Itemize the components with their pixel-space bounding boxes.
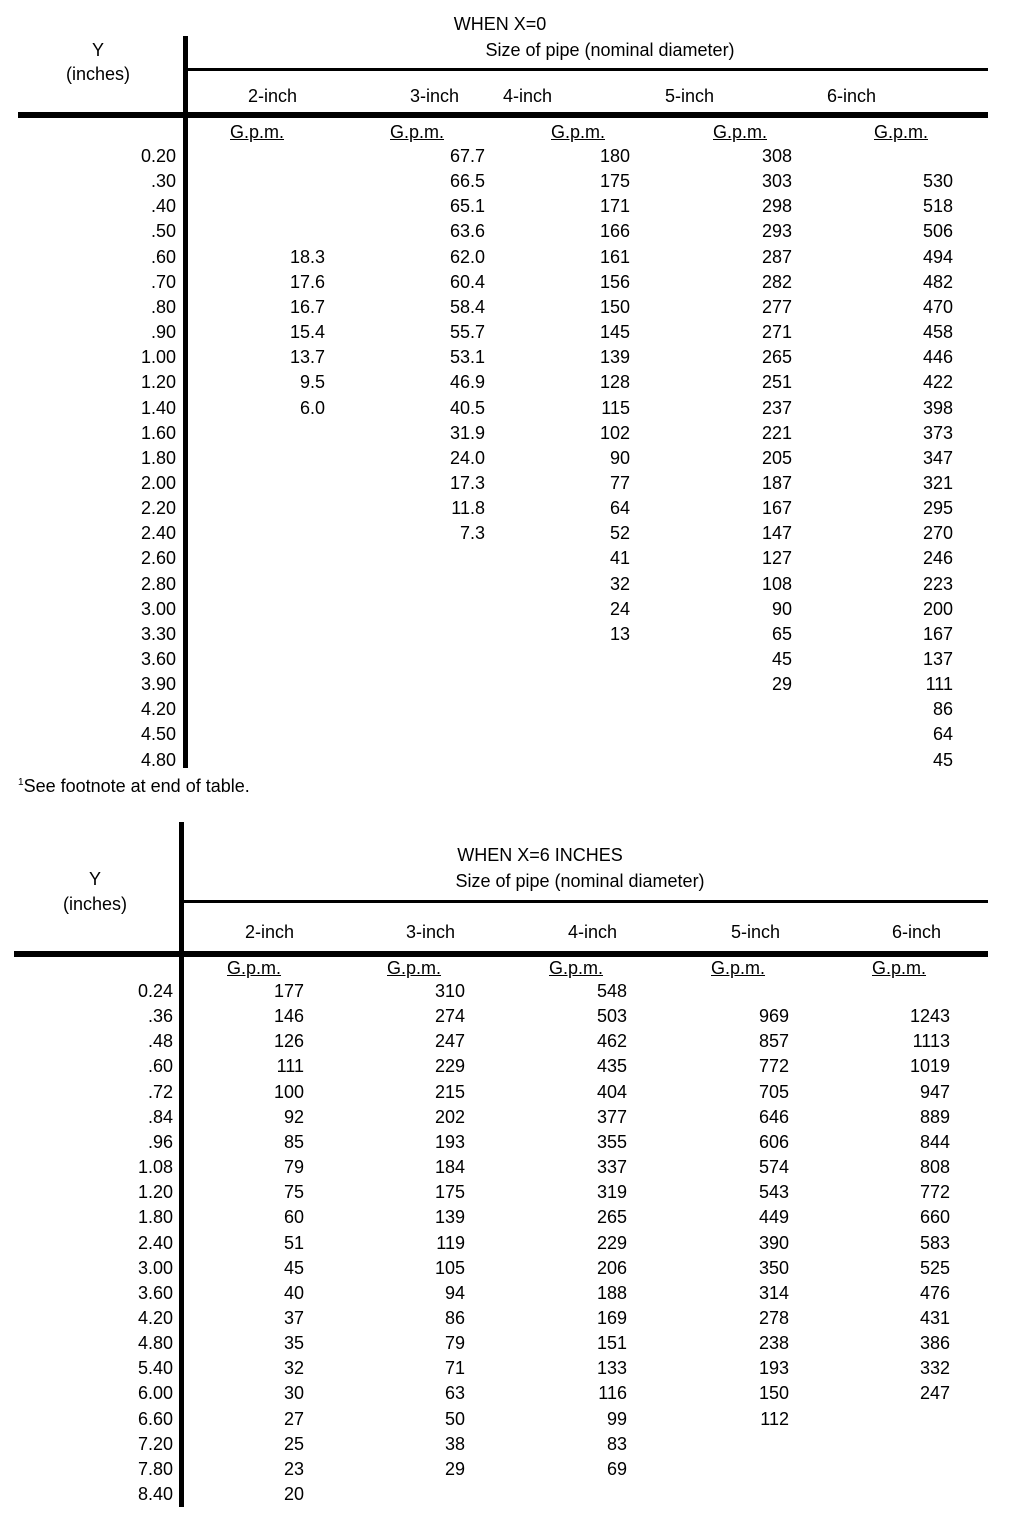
unit-label: G.p.m. [227,958,282,978]
gpm-cell: 350 [758,1257,789,1278]
gpm-cell: 246 [922,548,953,569]
gpm-cell: 150 [758,1383,789,1404]
gpm-cell: 64 [609,498,630,519]
gpm-cell: 69 [606,1458,627,1479]
gpm-cell: 237 [761,397,792,418]
gpm-cell: 525 [919,1257,950,1278]
y-value-cell: .72 [147,1081,173,1102]
y-value-cell: 3.00 [137,1257,173,1278]
y-value-cell: .90 [150,322,176,343]
gpm-cell: 277 [761,296,792,317]
y-value-cell: 7.80 [137,1458,173,1479]
y-value-cell: 7.20 [137,1433,173,1454]
gpm-cell: 705 [758,1081,789,1102]
gpm-cell: 127 [761,548,792,569]
y-value-cell: .36 [147,1006,173,1027]
gpm-cell: 137 [922,649,953,669]
gpm-cell: 310 [434,981,465,1001]
y-value-cell: .84 [147,1106,173,1127]
gpm-cell: 9.5 [299,372,325,393]
y-value-cell: 3.30 [140,623,176,644]
gpm-cell: 18.3 [289,246,325,267]
gpm-cell: 45 [932,749,953,770]
unit-label: G.p.m. [711,958,766,978]
gpm-cell: 404 [596,1081,627,1102]
gpm-cell: 161 [599,246,630,267]
table-subtitle: Size of pipe (nominal diameter) [485,40,735,60]
gpm-cell: 156 [599,271,630,292]
gpm-cell: 251 [761,372,792,393]
gpm-cell: 45 [283,1257,304,1278]
y-value-cell: 4.50 [140,724,176,745]
gpm-cell: 503 [596,1006,627,1027]
gpm-cell: 32 [283,1358,304,1379]
gpm-cell: 32 [609,573,630,594]
gpm-cell: 147 [761,523,792,544]
gpm-cell: 167 [761,498,792,519]
y-value-cell: .60 [150,246,176,267]
y-value-cell: 1.80 [140,447,176,468]
gpm-cell: 574 [758,1157,789,1178]
y-axis-label: Y [88,869,101,889]
table-title: WHEN X=6 INCHES [457,845,623,865]
gpm-cell: 215 [434,1081,465,1102]
gpm-cell: 1019 [909,1056,950,1077]
gpm-cell: 25 [283,1433,304,1454]
y-value-cell: .70 [150,271,176,292]
gpm-cell: 150 [599,296,630,317]
gpm-cell: 200 [922,598,953,619]
gpm-cell: 373 [922,422,953,443]
gpm-cell: 53.1 [449,347,485,368]
y-value-cell: .50 [150,221,176,242]
gpm-cell: 29 [771,674,792,695]
gpm-cell: 265 [596,1207,627,1228]
col-header-5-inch: 5-inch [731,922,781,942]
gpm-cell: 90 [771,598,792,619]
gpm-cell: 111 [276,1056,304,1077]
gpm-cell: 271 [761,322,792,343]
y-value-cell: 4.20 [140,699,176,720]
gpm-cell: 17.6 [289,271,325,292]
gpm-cell: 46.9 [449,372,485,393]
unit-label: G.p.m. [390,122,445,142]
gpm-cell: 116 [598,1383,627,1404]
gpm-cell: 314 [758,1282,789,1303]
gpm-cell: 40 [283,1282,304,1303]
gpm-cell: 133 [596,1358,627,1379]
gpm-cell: 62.0 [449,246,485,267]
gpm-cell: 105 [434,1257,465,1278]
gpm-cell: 969 [758,1006,789,1027]
gpm-cell: 321 [922,472,953,493]
gpm-cell: 229 [596,1232,627,1253]
gpm-cell: 139 [599,347,630,368]
gpm-cell: 13.7 [289,347,325,368]
gpm-cell: 184 [434,1157,465,1178]
gpm-cell: 30 [283,1383,304,1404]
gpm-cell: 188 [596,1282,627,1303]
y-axis-label: Y [91,40,104,60]
gpm-cell: 111 [925,674,953,695]
gpm-cell: 66.5 [449,171,485,192]
y-value-cell: .48 [147,1031,173,1052]
gpm-cell: 175 [599,171,630,192]
gpm-cell: 332 [919,1358,950,1379]
gpm-cell: 29 [444,1458,465,1479]
gpm-cell: 139 [434,1207,465,1228]
gpm-cell: 337 [596,1157,627,1178]
gpm-cell: 458 [922,322,953,343]
gpm-cell: 808 [919,1157,950,1178]
y-value-cell: 3.90 [140,674,176,695]
y-value-cell: 5.40 [137,1358,173,1379]
gpm-cell: 77 [609,472,630,493]
gpm-cell: 100 [273,1081,304,1102]
unit-label: G.p.m. [387,958,442,978]
gpm-cell: 60.4 [449,271,485,292]
col-header-6-inch: 6-inch [827,86,877,106]
gpm-cell: 205 [761,447,792,468]
y-value-cell: 1.40 [140,397,176,418]
gpm-cell: 175 [434,1182,465,1203]
gpm-cell: 41 [609,548,630,569]
y-value-cell: .96 [147,1131,173,1152]
gpm-cell: 166 [599,221,630,242]
gpm-cell: 293 [761,221,792,242]
gpm-cell: 79 [444,1333,465,1354]
gpm-cell: 844 [919,1131,950,1152]
gpm-cell: 221 [761,422,792,443]
gpm-cell: 422 [922,372,953,393]
gpm-cell: 295 [922,498,953,519]
y-value-cell: 0.24 [137,981,173,1001]
gpm-cell: 65 [771,623,792,644]
y-value-cell: 4.80 [140,749,176,770]
gpm-cell: 24 [609,598,630,619]
y-value-cell: 3.00 [140,598,176,619]
column-divider [179,822,184,1507]
footnote-text: See footnote at end of table. [23,776,250,796]
y-value-cell: 2.40 [140,523,176,544]
header-bottom-rule [14,951,988,957]
y-value-cell: 4.80 [137,1333,173,1354]
gpm-cell: 126 [273,1031,304,1052]
y-value-cell: 3.60 [137,1282,173,1303]
y-value-cell: 2.20 [140,498,176,519]
gpm-cell: 274 [434,1006,465,1027]
gpm-cell: 772 [919,1182,950,1203]
gpm-cell: 206 [596,1257,627,1278]
gpm-cell: 67.7 [449,146,485,166]
gpm-cell: 482 [922,271,953,292]
gpm-cell: 193 [434,1131,465,1152]
y-value-cell: 1.60 [140,422,176,443]
gpm-cell: 79 [283,1157,304,1178]
gpm-cell: 15.4 [289,322,325,343]
gpm-cell: 270 [922,523,953,544]
gpm-cell: 1113 [912,1031,950,1052]
gpm-cell: 247 [919,1383,950,1404]
gpm-cell: 857 [758,1031,789,1052]
y-value-cell: .60 [147,1056,173,1077]
unit-label: G.p.m. [549,958,604,978]
gpm-cell: 85 [283,1131,304,1152]
gpm-cell: 51 [283,1232,304,1253]
gpm-cell: 102 [599,422,630,443]
y-value-cell: 6.60 [137,1408,173,1429]
gpm-cell: 282 [761,271,792,292]
gpm-cell: 660 [919,1207,950,1228]
gpm-cell: 187 [761,472,792,493]
unit-label: G.p.m. [551,122,606,142]
gpm-cell: 278 [758,1307,789,1328]
gpm-cell: 446 [922,347,953,368]
gpm-cell: 229 [434,1056,465,1077]
gpm-cell: 71 [444,1358,465,1379]
gpm-cell: 303 [761,171,792,192]
gpm-cell: 35 [283,1333,304,1354]
gpm-cell: 470 [922,296,953,317]
gpm-cell: 462 [596,1031,627,1052]
gpm-cell: 355 [596,1131,627,1152]
y-value-cell: 1.20 [137,1182,173,1203]
gpm-cell: 319 [596,1182,627,1203]
gpm-cell: 60 [283,1207,304,1228]
gpm-cell: 86 [444,1307,465,1328]
gpm-cell: 308 [761,146,792,166]
header-rule [184,900,988,903]
gpm-cell: 52 [609,523,630,544]
gpm-cell: 31.9 [449,422,485,443]
gpm-cell: 145 [599,322,630,343]
gpm-cell: 202 [434,1106,465,1127]
y-value-cell: 1.08 [137,1157,173,1178]
col-header-5-inch: 5-inch [665,86,715,106]
gpm-cell: 90 [609,447,630,468]
col-header-3-inch: 3-inch [406,922,456,942]
gpm-cell: 112 [760,1408,789,1429]
gpm-cell: 27 [283,1408,304,1429]
gpm-cell: 7.3 [459,523,485,544]
gpm-cell: 115 [601,397,630,418]
col-header-2-inch: 2-inch [245,922,295,942]
y-value-cell: 8.40 [137,1484,173,1504]
gpm-cell: 55.7 [449,322,485,343]
gpm-cell: 287 [761,246,792,267]
gpm-cell: 543 [758,1182,789,1203]
gpm-cell: 86 [932,699,953,720]
y-value-cell: 2.80 [140,573,176,594]
gpm-cell: 37 [283,1307,304,1328]
gpm-cell: 38 [444,1433,465,1454]
gpm-cell: 13 [609,623,630,644]
gpm-cell: 238 [758,1333,789,1354]
gpm-cell: 435 [596,1056,627,1077]
gpm-cell: 247 [434,1031,465,1052]
col-header-4-inch: 4-inch [568,922,618,942]
unit-label: G.p.m. [230,122,285,142]
gpm-cell: 193 [758,1358,789,1379]
gpm-cell: 63.6 [449,221,485,242]
gpm-cell: 298 [761,196,792,217]
gpm-cell: 24.0 [449,447,485,468]
gpm-cell: 390 [758,1232,789,1253]
y-value-cell: 3.60 [140,649,176,669]
gpm-cell: 377 [596,1106,627,1127]
table-title: WHEN X=0 [453,14,547,34]
gpm-cell: 119 [436,1232,465,1253]
gpm-cell: 23 [283,1458,304,1479]
gpm-cell: 646 [758,1106,789,1127]
gpm-cell: 65.1 [449,196,485,217]
y-value-cell: 2.00 [140,472,176,493]
gpm-cell: 99 [606,1408,627,1429]
gpm-cell: 449 [758,1207,789,1228]
col-header-3-inch: 3-inch [410,86,460,106]
y-axis-unit: (inches) [62,894,128,914]
gpm-cell: 64 [932,724,953,745]
y-value-cell: 2.40 [137,1232,173,1253]
gpm-cell: 16.7 [289,296,325,317]
gpm-cell: 146 [273,1006,304,1027]
gpm-cell: 476 [919,1282,950,1303]
gpm-cell: 494 [922,246,953,267]
gpm-cell: 583 [919,1232,950,1253]
gpm-cell: 128 [599,372,630,393]
gpm-cell: 265 [761,347,792,368]
unit-label: G.p.m. [872,958,927,978]
gpm-cell: 506 [922,221,953,242]
gpm-cell: 94 [444,1282,465,1303]
gpm-cell: 223 [922,573,953,594]
gpm-cell: 398 [922,397,953,418]
gpm-cell: 530 [922,171,953,192]
gpm-cell: 40.5 [449,397,485,418]
gpm-cell: 171 [599,196,630,217]
y-value-cell: .30 [150,171,176,192]
gpm-cell: 6.0 [299,397,325,418]
gpm-cell: 83 [606,1433,627,1454]
y-value-cell: 1.80 [137,1207,173,1228]
gpm-cell: 772 [758,1056,789,1077]
unit-label: G.p.m. [713,122,768,142]
gpm-cell: 151 [596,1333,627,1354]
gpm-cell: 431 [919,1307,950,1328]
col-header-6-inch: 6-inch [892,922,942,942]
gpm-cell: 63 [444,1383,465,1404]
col-header-2-inch: 2-inch [248,86,298,106]
gpm-cell: 947 [919,1081,950,1102]
gpm-cell: 347 [922,447,953,468]
y-value-cell: 1.00 [140,347,176,368]
footnote-marker: 1 [18,777,24,788]
gpm-cell: 169 [596,1307,627,1328]
gpm-cell: 92 [283,1106,304,1127]
gpm-cell: 108 [761,573,792,594]
y-value-cell: 0.20 [140,146,176,166]
gpm-cell: 75 [283,1182,304,1203]
gpm-cell: 50 [444,1408,465,1429]
gpm-cell: 386 [919,1333,950,1354]
y-value-cell: 6.00 [137,1383,173,1404]
y-value-cell: 1.20 [140,372,176,393]
gpm-cell: 1243 [909,1006,950,1027]
gpm-cell: 180 [599,146,630,166]
y-value-cell: .40 [150,196,176,217]
y-value-cell: 4.20 [137,1307,173,1328]
y-value-cell: 2.60 [140,548,176,569]
gpm-cell: 177 [273,981,304,1001]
gpm-cell: 11.8 [451,498,485,519]
gpm-cell: 548 [596,981,627,1001]
y-axis-unit: (inches) [65,64,131,84]
y-value-cell: .80 [150,296,176,317]
gpm-cell: 45 [771,649,792,669]
gpm-cell: 20 [283,1484,304,1504]
gpm-cell: 58.4 [449,296,485,317]
gpm-cell: 17.3 [449,472,485,493]
table-subtitle: Size of pipe (nominal diameter) [455,871,705,891]
col-header-4-inch: 4-inch [503,86,553,106]
gpm-cell: 889 [919,1106,950,1127]
gpm-cell: 518 [922,196,953,217]
gpm-cell: 606 [758,1131,789,1152]
gpm-cell: 167 [922,623,953,644]
unit-label: G.p.m. [874,122,929,142]
